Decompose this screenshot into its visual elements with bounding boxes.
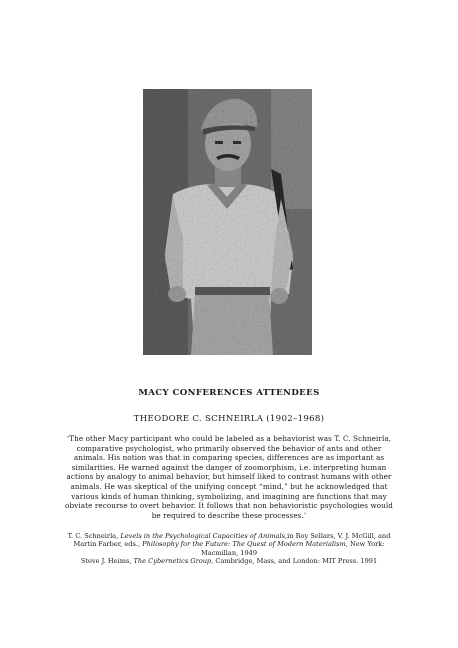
subject-name: THEODORE C. SCHNEIRLA (1902–1968) [133,414,325,424]
ref1-post: , New York: Macmillan, 1949 [200,540,385,557]
ref2-post: , Cambridge, Mass, and London: MIT Press. 1991 [211,557,378,566]
ref2-pre: Steve J. Heims, [80,557,134,566]
portrait-photo [143,89,312,355]
references [56,532,402,566]
portrait-image [143,89,312,355]
ref1-mid: ,in Roy Sellars, V. J. McGill, and Martin Farber, eds., [73,532,391,549]
reference-2 [56,557,402,565]
ref1-title2: Philosophy for the Future: The Quest of Modern Materialism [142,540,346,549]
ref2-title: The Cybernetics Group [133,557,212,566]
section-heading: MACY CONFERENCES ATTENDEES [138,388,320,398]
ref1-pre: T. C. Schneirla, [67,532,121,540]
ref1-title1: Levels in the Psychological Capacities of Animals [120,532,286,540]
reference-1 [56,532,402,557]
quote-paragraph: ‘The other Macy participant who could be labeled as a behaviorist was T. C. Schneirla, comparative psychologist, who primarily observed the behavior of ants and other animals. His notion was that in comparing species, differences are as important as similarities. He warned against the danger of zoomorphism, i.e. interpreting human actions by analogy to animal behavior, but himself liked to contrast humans with other animals. He was skeptical of the unifying concept “mind,” but he acknowledged that various kinds of human thinking, symbolizing, and imagining are functions that may obviate recourse to overt behavior. It follows that non behavioristic psychologies would be required to describe these processes.’ [65,434,393,520]
